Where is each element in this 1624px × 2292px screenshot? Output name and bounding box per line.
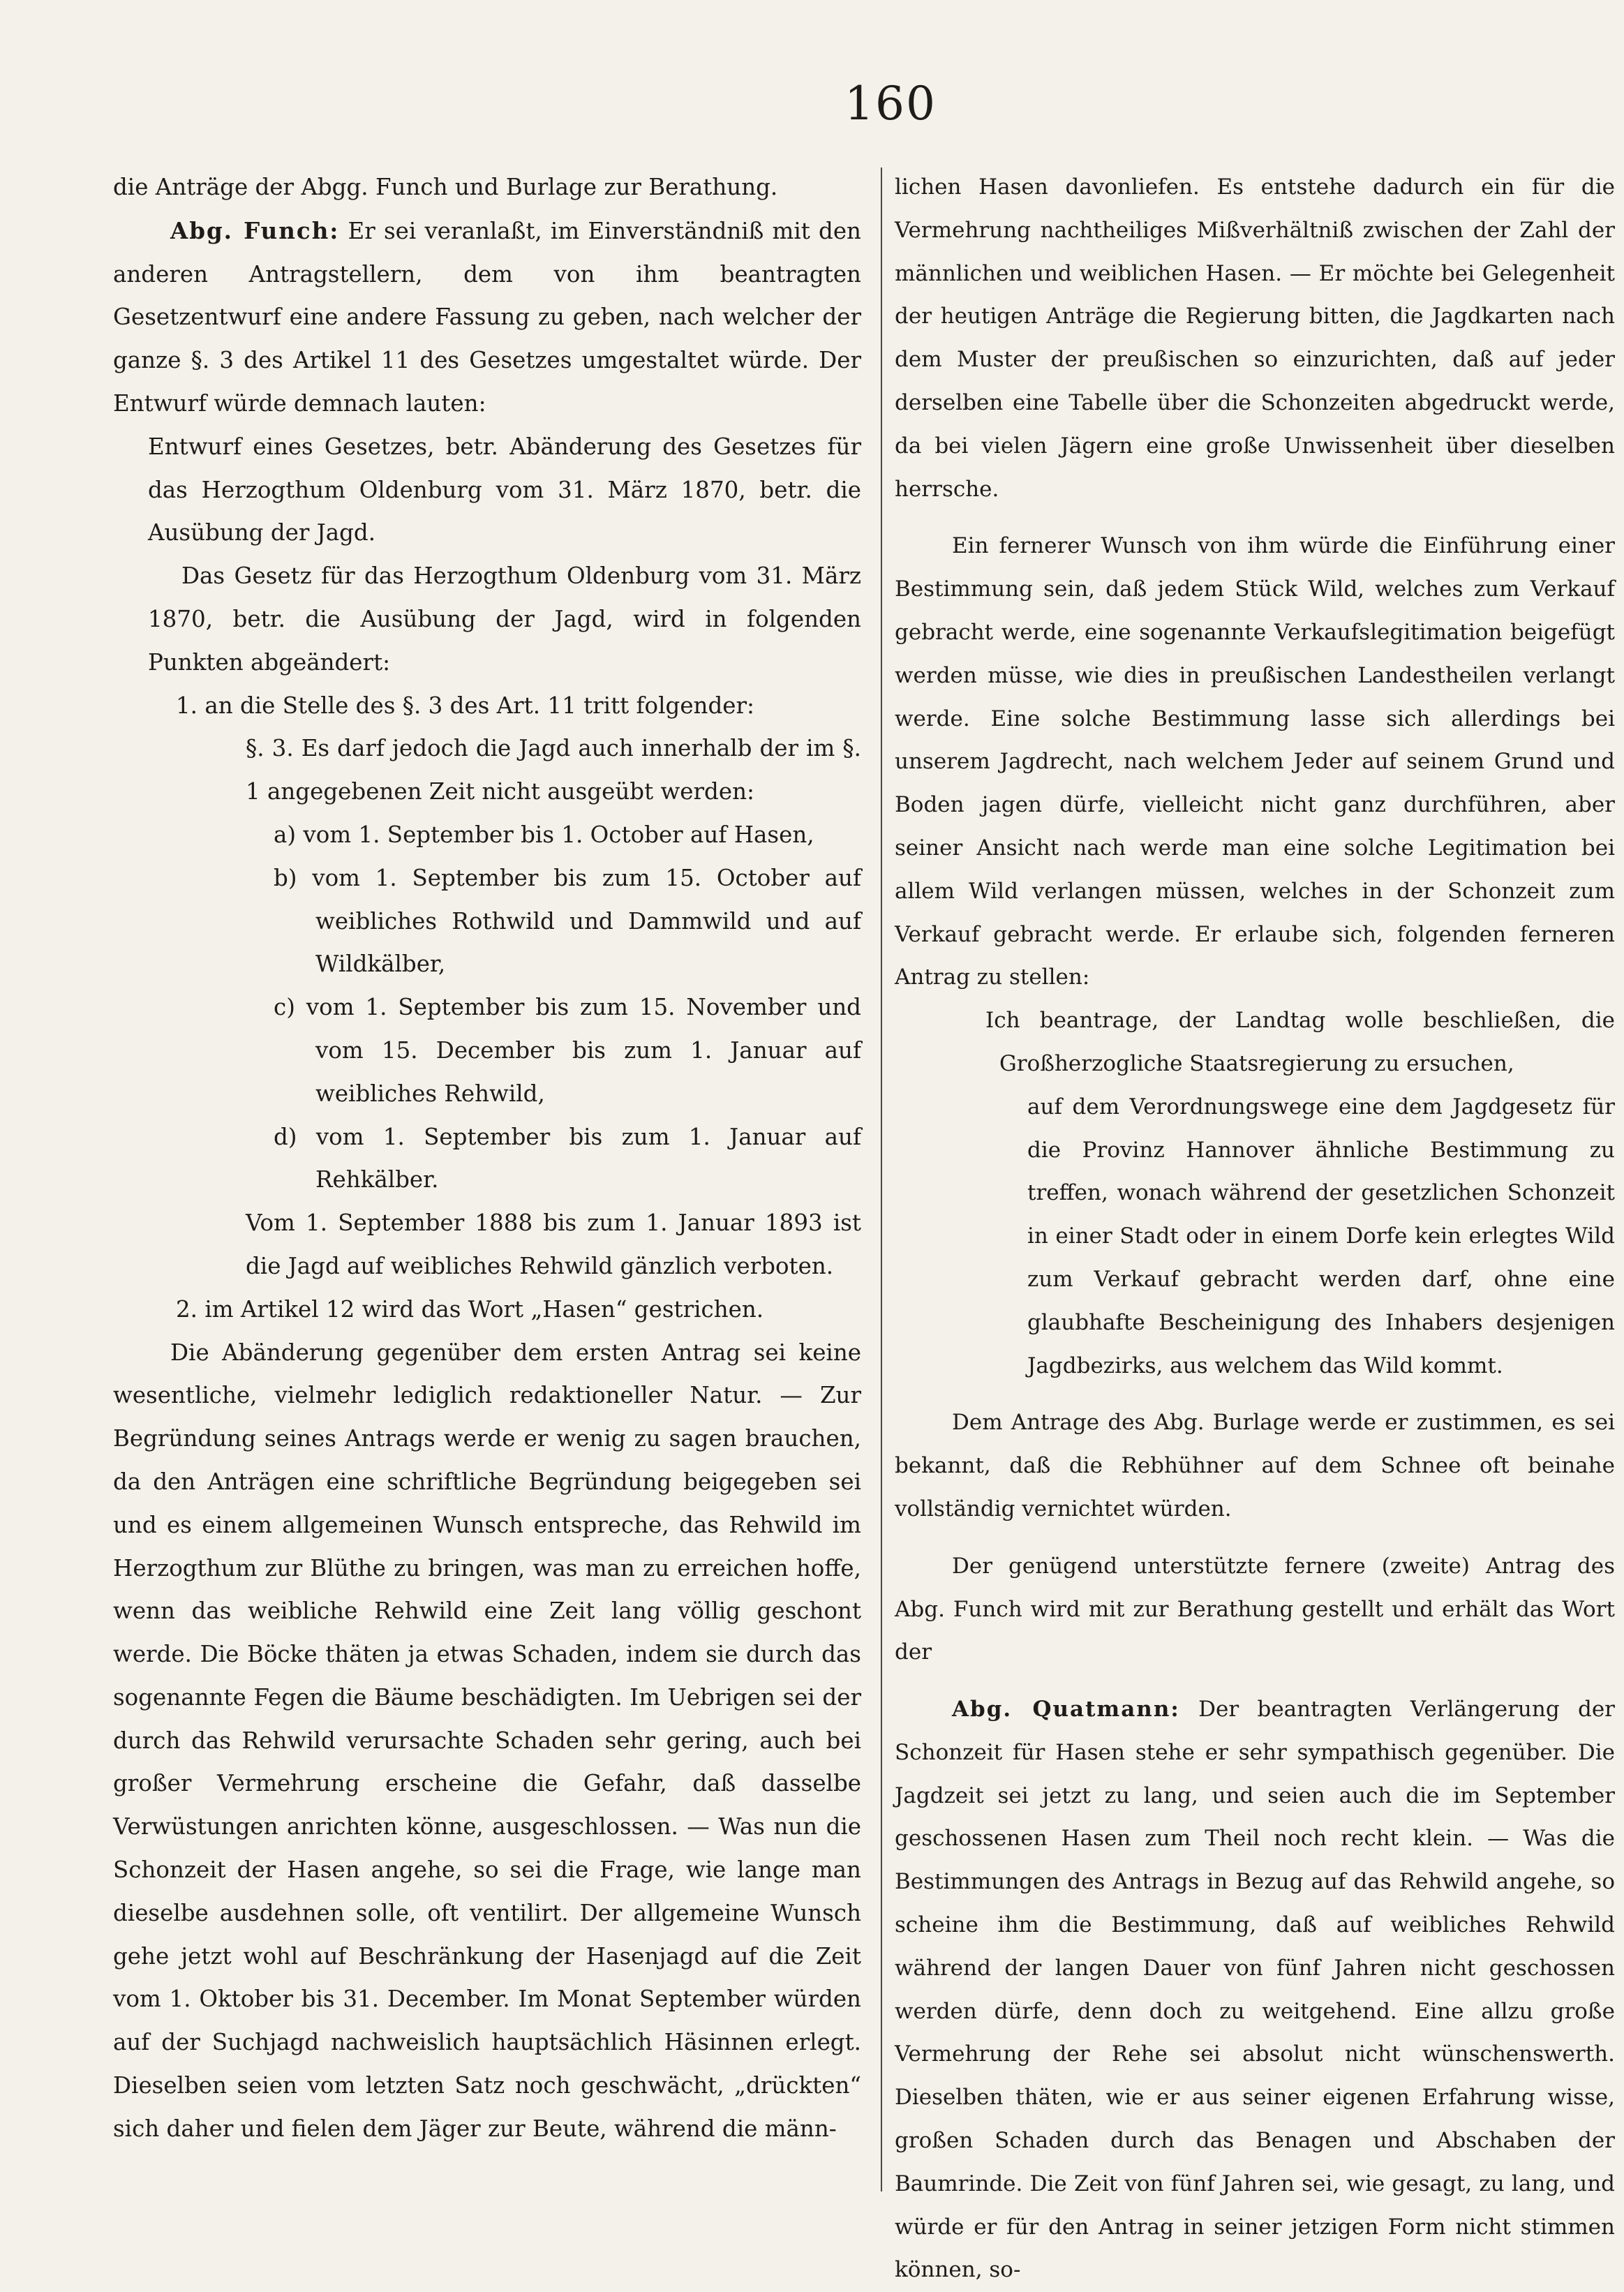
right-paragraph-1: lichen Hasen davonliefen. Es entstehe dadurch ein für die Vermehrung nachtheiliges Mißverhältniß zwischen der Zahl der männlichen und weiblichen Hasen. — Er möchte bei Gelegenheit der heutigen Anträge die Regierung bitten, die Jagdkarten nach dem Muster der preußischen so einzurichten, daß auf jeder derselben eine Tabelle über die Schonzeiten abgedruckt werde, da bei vielen Jägern eine große Unwissenheit über dieselben herrsche. [895, 174, 1615, 502]
right-paragraph-4: Der genügend unterstützte fernere (zweite) Antrag des Abg. Funch wird mit zur Berathung gestellt und erhält das Wort der [895, 1553, 1615, 1665]
funch-paragraph [113, 209, 861, 426]
right-paragraph-3: Dem Antrage des Abg. Burlage werde er zustimmen, es sei bekannt, daß die Rebhühner auf dem Schnee oft beinahe vollständig vernichtet würden. [895, 1410, 1615, 1521]
draft-intro: Das Gesetz für das Herzogthum Oldenburg vom 31. März 1870, betr. die Ausübung der Jagd, wird in folgenden Punkten abgeändert: [148, 563, 861, 676]
quatmann-text: Der beantragten Verlängerung der Schonzeit für Hasen stehe er sehr sympathisch gegenüber. Die Jagdzeit sei jetzt zu lang, und seien auch die im September geschossenen Hasen zum Theil noch recht klein. — Was die Bestimmungen des Antrags in Bezug auf das Rehwild angehe, so scheine ihm die Bestimmung, daß auf weibliches Rehwild während der langen Dauer von fünf Jahren nicht geschossen werden dürfe, denn doch zu weitgehend. Eine allzu große Vermehrung der Rehe sei absolut nicht wünschenswerth. Dieselben thäten, wie er aus seiner eigenen Erfahrung wisse, großen Schaden durch das Benagen und Abschaben der Baumrinde. Die Zeit von fünf Jahren sei, wie gesagt, zu lang, und würde er für den Antrag in seiner jetzigen Form nicht stimmen können, so- [895, 1697, 1615, 2283]
draft-title: Entwurf eines Gesetzes, betr. Abänderung des Gesetzes für das Herzogthum Oldenburg vom 31. März 1870, betr. die Ausübung der Jagd. [148, 433, 861, 546]
paragraph-3-text: §. 3. Es darf jedoch die Jagd auch innerhalb der im §. 1 angegebenen Zeit nicht ausgeübt werden: [246, 735, 861, 805]
right-column [895, 166, 1615, 2292]
left-column [113, 166, 861, 2151]
funch-text: Er sei veranlaßt, im Einverständniß mit den anderen Antragstellern, dem von ihm beantragten Gesetzentwurf eine andere Fassung zu geben, nach welcher der ganze §. 3 des Artikel 11 des Gesetzes umgestaltet würde. Der Entwurf würde demnach lauten: [113, 217, 861, 417]
sub-item-c: c) vom 1. September bis zum 15. November und vom 15. December bis zum 1. Januar auf weibliches Rehwild, [274, 994, 861, 1107]
sub-item-b: b) vom 1. September bis zum 15. October auf weibliches Rothwild und Dammwild und auf Wildkälber, [274, 864, 861, 978]
right-paragraph-2: Ein fernerer Wunsch von ihm würde die Einführung einer Bestimmung sein, daß jedem Stück Wild, welches zum Verkauf gebracht werde, eine sogenannte Verkaufslegitimation beigefügt werden müsse, wie dies in preußischen Landestheilen verlangt werde. Eine solche Bestimmung lasse sich allerdings bei unserem Jagdrecht, nach welchem Jeder auf seinem Grund und Boden jagen dürfe, vielleicht nicht ganz durchführen, aber seiner Ansicht nach werde man eine solche Legitimation bei allem Wild verlangen müssen, welches in der Schonzeit zum Verkauf gebracht werde. Er erlaube sich, folgenden ferneren Antrag zu stellen: [895, 533, 1615, 990]
draft-item-1: 1. an die Stelle des §. 3 des Art. 11 tritt folgender: [176, 692, 755, 719]
funch-body: Die Abänderung gegenüber dem ersten Antrag sei keine wesentliche, vielmehr lediglich redaktioneller Natur. — Zur Begründung seines Antrags werde er wenig zu sagen brauchen, da den Anträgen eine schriftliche Begründung beigegeben sei und es einem allgemeinen Wunsch entspreche, das Rehwild im Herzogthum zur Blüthe zu bringen, was man zu erreichen hoffe, wenn das weibliche Rehwild eine Zeit lang völlig geschont werde. Die Böcke thäten ja etwas Schaden, indem sie durch das sogenannte Fegen die Bäume beschädigten. Im Uebrigen sei der durch das Rehwild verursachte Schaden sehr gering, auch bei großer Vermehrung erscheine die Gefahr, daß dasselbe Verwüstungen anrichten könne, ausgeschlossen. — Was nun die Schonzeit der Hasen angehe, so sei die Frage, wie lange man dieselbe ausdehnen solle, oft ventilirt. Der allgemeine Wunsch gehe jetzt wohl auf Beschränkung der Hasenjagd auf die Zeit vom 1. Oktober bis 31. December. Im Monat September würden auf der Suchjagd nachweislich hauptsächlich Häsinnen erlegt. Dieselben seien vom letzten Satz noch geschwächt, „drückten“ sich daher und fielen dem Jäger zur Beute, während die männ- [113, 1339, 861, 2142]
page-number: 160 [844, 77, 937, 131]
speaker-quatmann: Abg. Quatmann: [952, 1697, 1180, 1722]
draft-item-2: 2. im Artikel 12 wird das Wort „Hasen“ gestrichen. [176, 1295, 764, 1323]
motion-text: Ich beantrage, der Landtag wolle beschließen, die Großherzogliche Staatsregierung zu ersuchen, [985, 1008, 1615, 1076]
sub-item-d: d) vom 1. September bis zum 1. Januar auf Rehkälber. [274, 1123, 861, 1193]
rehwild-ban: Vom 1. September 1888 bis zum 1. Januar 1893 ist die Jagd auf weibliches Rehwild gänzlich verboten. [246, 1210, 861, 1279]
column-divider [881, 168, 882, 2191]
quatmann-paragraph [895, 1688, 1615, 2292]
motion-subtext: auf dem Verordnungswege eine dem Jagdgesetz für die Provinz Hannover ähnliche Bestimmung zu treffen, wonach während der gesetzlichen Schonzeit in einer Stadt oder in einem Dorfe kein erlegtes Wild zum Verkauf gebracht werden darf, ohne eine glaubhafte Bescheinigung des Inhabers desjenigen Jagdbezirks, aus welchem das Wild kommt. [1027, 1094, 1615, 1378]
sub-item-a: a) vom 1. September bis 1. October auf Hasen, [274, 821, 814, 848]
speaker-funch: Abg. Funch: [170, 216, 340, 244]
intro-paragraph: die Anträge der Abgg. Funch und Burlage zur Berathung. [113, 174, 778, 200]
